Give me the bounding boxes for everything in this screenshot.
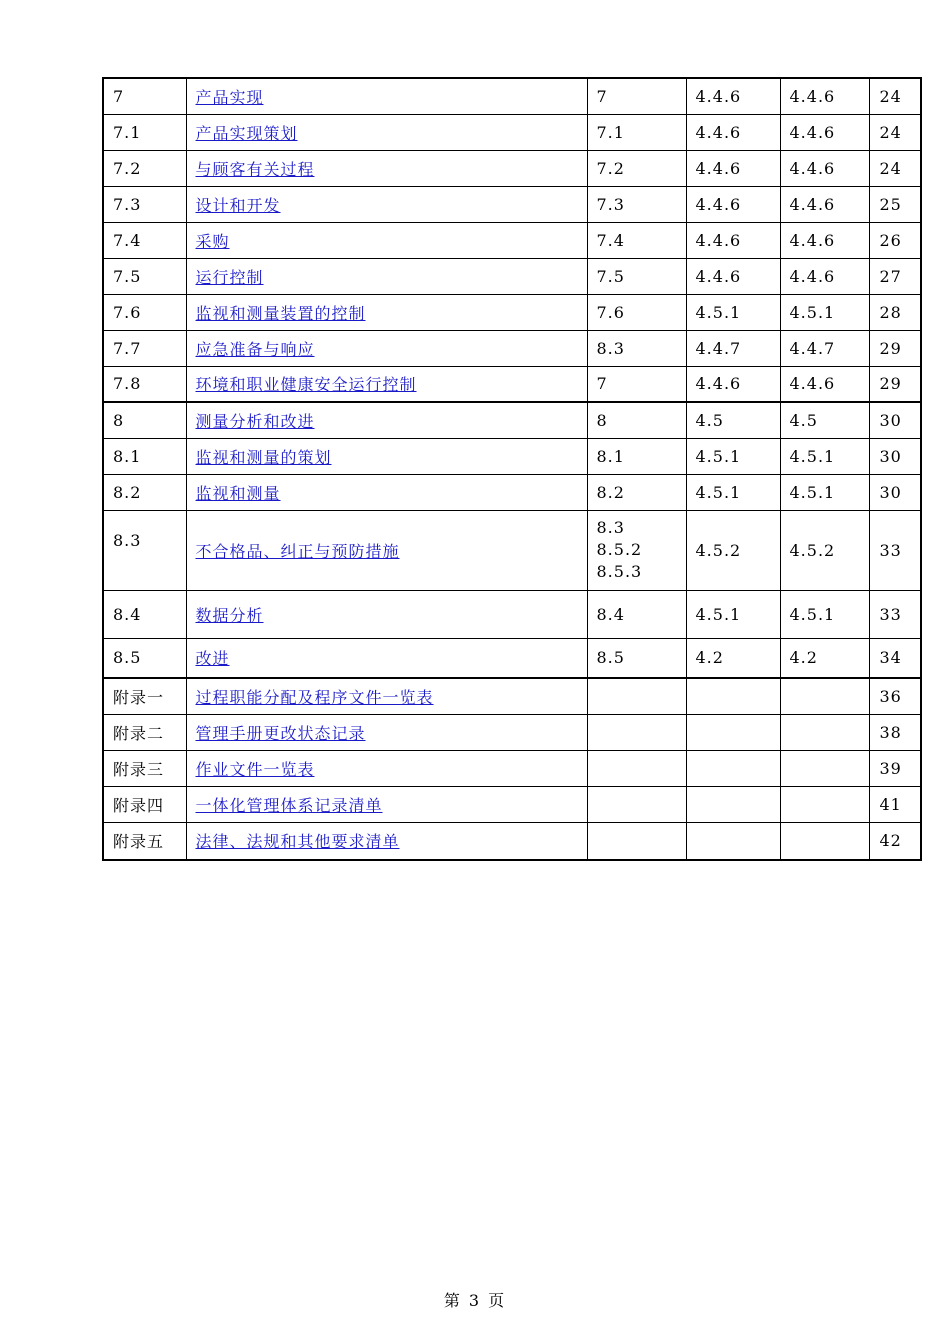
toc-row xyxy=(103,258,921,294)
clause-ref-line: 8.2 xyxy=(596,482,625,502)
clause-ref-line: 7 xyxy=(596,86,608,106)
page-number: 29 xyxy=(869,330,921,366)
clause-ref-line: 8.5.2 xyxy=(596,540,643,559)
section-title-cell xyxy=(186,150,587,186)
clause-ref-14001: 4.5.2 xyxy=(686,510,780,590)
toc-row xyxy=(103,822,921,860)
clause-ref-14001 xyxy=(686,750,780,786)
page-number: 33 xyxy=(869,590,921,638)
section-title-cell xyxy=(186,786,587,822)
section-title-cell xyxy=(186,474,587,510)
section-title-cell xyxy=(186,822,587,860)
toc-row xyxy=(103,474,921,510)
page-number: 27 xyxy=(869,258,921,294)
toc-body xyxy=(103,78,921,860)
section-title-link[interactable]: 设计和开发 xyxy=(195,195,281,215)
page-number: 24 xyxy=(869,78,921,114)
toc-row xyxy=(103,750,921,786)
section-number: 7.7 xyxy=(103,330,186,366)
section-title-cell xyxy=(186,186,587,222)
toc-row xyxy=(103,294,921,330)
section-number: 8.3 xyxy=(103,510,186,590)
clause-ref-line: 7.3 xyxy=(596,194,625,214)
section-title-cell xyxy=(186,714,587,750)
section-title-cell xyxy=(186,438,587,474)
section-number: 8.5 xyxy=(103,638,186,678)
section-number: 7.8 xyxy=(103,366,186,402)
clause-ref-line: 8.5.3 xyxy=(596,562,643,581)
page-number: 38 xyxy=(869,714,921,750)
clause-ref-28001: 4.4.6 xyxy=(780,150,869,186)
toc-row xyxy=(103,714,921,750)
section-title-link[interactable]: 应急准备与响应 xyxy=(195,339,315,359)
page-number: 36 xyxy=(869,678,921,714)
section-title-link[interactable]: 产品实现策划 xyxy=(195,123,298,143)
clause-ref-9001 xyxy=(587,294,686,330)
section-number: 7 xyxy=(103,78,186,114)
section-title-link[interactable]: 产品实现 xyxy=(195,87,264,107)
clause-ref-9001 xyxy=(587,750,686,786)
toc-row xyxy=(103,786,921,822)
clause-ref-28001 xyxy=(780,678,869,714)
toc-row xyxy=(103,638,921,678)
clause-ref-14001 xyxy=(686,786,780,822)
page-number: 39 xyxy=(869,750,921,786)
page-number: 28 xyxy=(869,294,921,330)
clause-ref-9001 xyxy=(587,402,686,438)
toc-row xyxy=(103,510,921,590)
clause-ref-14001: 4.5.1 xyxy=(686,294,780,330)
section-title-link[interactable]: 监视和测量装置的控制 xyxy=(195,303,366,323)
toc-row xyxy=(103,330,921,366)
section-number: 附录一 xyxy=(103,678,186,714)
section-title-link[interactable]: 数据分析 xyxy=(195,605,264,625)
clause-ref-9001 xyxy=(587,438,686,474)
section-title-cell xyxy=(186,294,587,330)
page-number: 42 xyxy=(869,822,921,860)
section-title-link[interactable]: 环境和职业健康安全运行控制 xyxy=(195,375,417,395)
section-number: 8.2 xyxy=(103,474,186,510)
section-title-link[interactable]: 法律、法规和其他要求清单 xyxy=(195,832,400,852)
clause-ref-9001 xyxy=(587,590,686,638)
toc-row xyxy=(103,402,921,438)
clause-ref-14001 xyxy=(686,714,780,750)
clause-ref-14001: 4.4.6 xyxy=(686,78,780,114)
clause-ref-28001: 4.5.1 xyxy=(780,294,869,330)
clause-ref-28001: 4.4.7 xyxy=(780,330,869,366)
page-footer: 第 3 页 xyxy=(443,1291,507,1310)
clause-ref-9001 xyxy=(587,186,686,222)
page-number: 34 xyxy=(869,638,921,678)
section-title-link[interactable]: 改进 xyxy=(195,649,230,669)
section-title-cell xyxy=(186,222,587,258)
toc-row xyxy=(103,222,921,258)
clause-ref-14001 xyxy=(686,678,780,714)
clause-ref-28001: 4.4.6 xyxy=(780,222,869,258)
clause-ref-9001 xyxy=(587,78,686,114)
section-title-cell xyxy=(186,366,587,402)
clause-ref-9001 xyxy=(587,822,686,860)
section-title-link[interactable]: 采购 xyxy=(195,231,230,251)
section-number: 附录四 xyxy=(103,786,186,822)
clause-ref-14001: 4.4.6 xyxy=(686,258,780,294)
section-title-link[interactable]: 监视和测量的策划 xyxy=(195,447,332,467)
section-title-link[interactable]: 与顾客有关过程 xyxy=(195,159,315,179)
section-number: 附录五 xyxy=(103,822,186,860)
toc-row xyxy=(103,438,921,474)
section-title-cell xyxy=(186,78,587,114)
clause-ref-14001: 4.4.7 xyxy=(686,330,780,366)
clause-ref-28001: 4.5 xyxy=(780,402,869,438)
clause-ref-9001 xyxy=(587,222,686,258)
clause-ref-14001: 4.4.6 xyxy=(686,186,780,222)
section-title-link[interactable]: 过程职能分配及程序文件一览表 xyxy=(195,687,434,707)
toc-row xyxy=(103,114,921,150)
section-number: 8 xyxy=(103,402,186,438)
clause-ref-28001 xyxy=(780,822,869,860)
section-number: 7.2 xyxy=(103,150,186,186)
clause-ref-28001: 4.5.1 xyxy=(780,590,869,638)
section-number: 7.6 xyxy=(103,294,186,330)
page-number: 25 xyxy=(869,186,921,222)
section-number: 7.3 xyxy=(103,186,186,222)
page-number: 30 xyxy=(869,474,921,510)
section-title-cell xyxy=(186,258,587,294)
clause-ref-line: 7.5 xyxy=(596,266,625,286)
section-title-link[interactable]: 一体化管理体系记录清单 xyxy=(195,795,383,815)
section-number: 附录三 xyxy=(103,750,186,786)
page-number: 30 xyxy=(869,402,921,438)
toc-row xyxy=(103,150,921,186)
section-title-link[interactable]: 测量分析和改进 xyxy=(195,411,315,431)
page-number: 41 xyxy=(869,786,921,822)
section-title-cell xyxy=(186,678,587,714)
clause-ref-9001 xyxy=(587,258,686,294)
clause-ref-14001: 4.4.6 xyxy=(686,114,780,150)
clause-ref-9001 xyxy=(587,114,686,150)
clause-ref-line: 7.1 xyxy=(596,122,625,142)
section-title-link[interactable]: 监视和测量 xyxy=(195,483,281,503)
clause-ref-line: 8.3 xyxy=(596,338,625,358)
clause-ref-line: 8.5 xyxy=(596,648,625,668)
clause-ref-line: 8.4 xyxy=(596,604,625,624)
section-title-cell xyxy=(186,510,587,590)
clause-ref-14001: 4.2 xyxy=(686,638,780,678)
section-number: 7.4 xyxy=(103,222,186,258)
clause-ref-14001 xyxy=(686,822,780,860)
clause-ref-line: 8.1 xyxy=(596,446,625,466)
toc-table xyxy=(102,77,922,861)
toc-row xyxy=(103,678,921,714)
toc-row xyxy=(103,590,921,638)
page-number: 26 xyxy=(869,222,921,258)
section-title-cell xyxy=(186,330,587,366)
clause-ref-9001 xyxy=(587,638,686,678)
clause-ref-28001: 4.4.6 xyxy=(780,78,869,114)
clause-ref-14001: 4.5 xyxy=(686,402,780,438)
clause-ref-28001: 4.5.2 xyxy=(780,510,869,590)
section-title-link[interactable]: 不合格品、纠正与预防措施 xyxy=(195,541,400,561)
clause-ref-14001: 4.4.6 xyxy=(686,150,780,186)
page-number: 30 xyxy=(869,438,921,474)
clause-ref-9001 xyxy=(587,510,686,590)
section-title-link[interactable]: 作业文件一览表 xyxy=(195,759,315,779)
clause-ref-line: 7.6 xyxy=(596,302,625,322)
clause-ref-line: 8.3 xyxy=(596,518,625,537)
clause-ref-9001 xyxy=(587,786,686,822)
section-number: 7.1 xyxy=(103,114,186,150)
section-title-link[interactable]: 管理手册更改状态记录 xyxy=(195,723,366,743)
section-title-link[interactable]: 运行控制 xyxy=(195,267,264,287)
section-title-cell xyxy=(186,638,587,678)
clause-ref-28001: 4.4.6 xyxy=(780,186,869,222)
clause-ref-28001 xyxy=(780,714,869,750)
section-number: 7.5 xyxy=(103,258,186,294)
section-number: 8.4 xyxy=(103,590,186,638)
clause-ref-line: 8 xyxy=(596,410,608,430)
clause-ref-14001: 4.5.1 xyxy=(686,438,780,474)
page-number: 24 xyxy=(869,114,921,150)
section-number: 8.1 xyxy=(103,438,186,474)
section-title-cell xyxy=(186,402,587,438)
clause-ref-9001 xyxy=(587,678,686,714)
section-number: 附录二 xyxy=(103,714,186,750)
clause-ref-9001 xyxy=(587,714,686,750)
clause-ref-28001: 4.4.6 xyxy=(780,366,869,402)
page-number: 33 xyxy=(869,510,921,590)
clause-ref-14001: 4.4.6 xyxy=(686,222,780,258)
toc-row xyxy=(103,366,921,402)
clause-ref-9001 xyxy=(587,150,686,186)
clause-ref-9001 xyxy=(587,330,686,366)
section-title-cell xyxy=(186,750,587,786)
clause-ref-14001: 4.5.1 xyxy=(686,590,780,638)
section-title-cell xyxy=(186,114,587,150)
page-number: 29 xyxy=(869,366,921,402)
clause-ref-28001 xyxy=(780,750,869,786)
toc-row xyxy=(103,78,921,114)
clause-ref-28001: 4.5.1 xyxy=(780,438,869,474)
clause-ref-28001: 4.2 xyxy=(780,638,869,678)
clause-ref-28001: 4.4.6 xyxy=(780,258,869,294)
clause-ref-14001: 4.4.6 xyxy=(686,366,780,402)
section-title-cell xyxy=(186,590,587,638)
clause-ref-28001 xyxy=(780,786,869,822)
clause-ref-line: 7.4 xyxy=(596,230,625,250)
clause-ref-line: 7.2 xyxy=(596,158,625,178)
clause-ref-28001: 4.5.1 xyxy=(780,474,869,510)
clause-ref-line: 7 xyxy=(596,374,608,394)
clause-ref-14001: 4.5.1 xyxy=(686,474,780,510)
page-number: 24 xyxy=(869,150,921,186)
clause-ref-9001 xyxy=(587,474,686,510)
clause-ref-9001 xyxy=(587,366,686,402)
toc-row xyxy=(103,186,921,222)
clause-ref-28001: 4.4.6 xyxy=(780,114,869,150)
